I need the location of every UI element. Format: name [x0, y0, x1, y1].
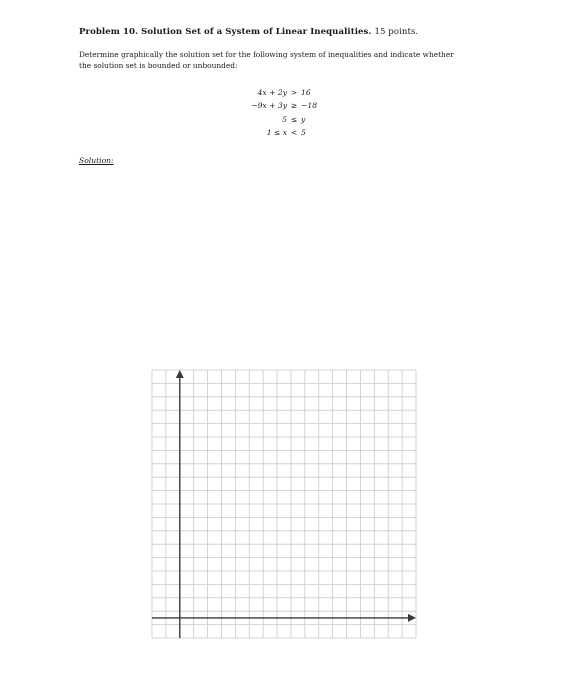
- coordinate-grid: [150, 364, 420, 644]
- inequality-relation: >: [290, 88, 298, 97]
- problem-title: Problem 10. Solution Set of a System of Linear Inequalities.: [79, 27, 372, 37]
- inequality-rhs: 5: [301, 127, 306, 137]
- inequality-lhs: −9x + 3y: [251, 101, 287, 111]
- inequality-row: [222, 126, 342, 139]
- inequality-lhs: 5: [282, 114, 287, 124]
- inequality-relation: <: [290, 127, 298, 137]
- problem-points: 15 points.: [374, 27, 419, 37]
- solution-label: Solution:: [79, 156, 114, 165]
- inequality-system: [222, 86, 342, 139]
- inequality-rhs: −18: [301, 101, 318, 111]
- problem-statement: [79, 50, 519, 71]
- x-axis-arrow-icon: [408, 614, 416, 622]
- inequality-row: [222, 113, 342, 126]
- problem-heading: [79, 27, 539, 37]
- grid-lines: [152, 370, 416, 638]
- inequality-relation: ≥: [290, 101, 298, 111]
- graph-area: [150, 364, 420, 644]
- statement-line-2: the solution set is bounded or unbounded:: [79, 60, 238, 70]
- inequality-relation: ≤: [290, 114, 298, 124]
- statement-line-1: Determine graphically the solution set for the following system of inequalities and indicate whether: [79, 50, 454, 59]
- inequality-rhs: y: [301, 114, 306, 124]
- inequality-lhs: 4x + 2y: [257, 88, 287, 97]
- y-axis-arrow-icon: [176, 370, 184, 378]
- inequality-row: [222, 99, 342, 112]
- inequality-row: [222, 86, 342, 99]
- inequality-lhs: 1 ≤ x: [266, 127, 287, 137]
- inequality-rhs: 16: [301, 88, 311, 97]
